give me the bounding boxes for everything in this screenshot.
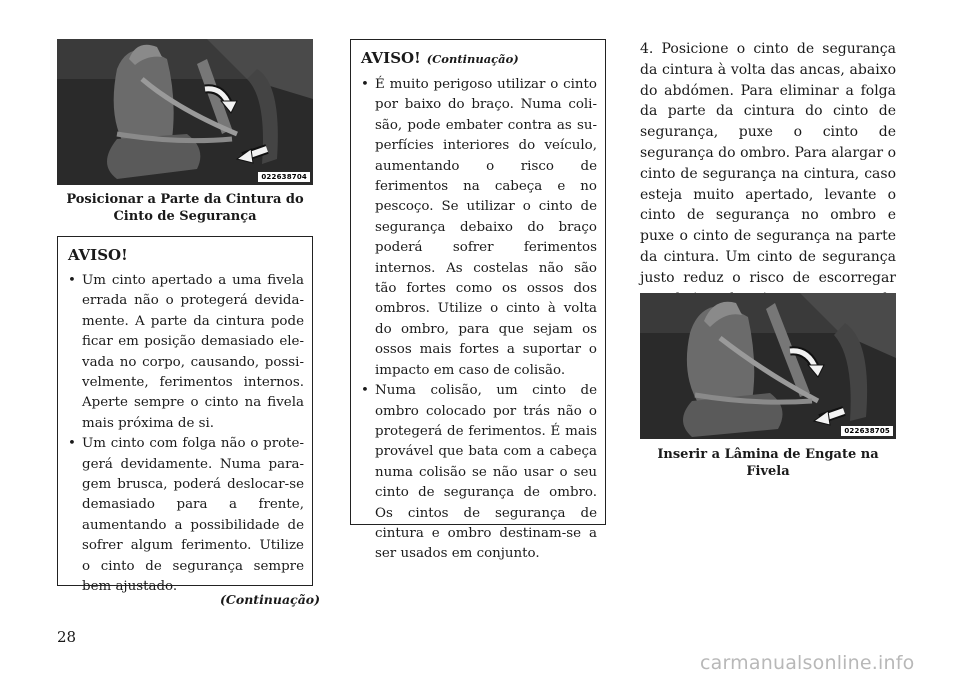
- warning-title: AVISO!: [68, 246, 128, 264]
- warning-bullet: • Numa colisão, um cinto de ombro colocado por trás não o protegerá de ferimentos. É mais provável que bata com a cabeça numa colisão se não usar o seu cinto de segurança de ombro. Os cintos de segurança de cintura e ombro destinam-se a ser usados em conjunto.: [361, 383, 597, 562]
- warning-bullet: • Um cinto com folga não o protegerá devidamente. Numa paragem brusca, poderá deslocar-se demasiado para a frente, aumentando a possibilidade de sofrer algum ferimento. Utilize o cinto de segurança sempre bem ajustado.: [68, 436, 304, 595]
- warning-bullets: [68, 271, 304, 598]
- figure-caption: Posicionar a Parte da Cintura do Cinto de Segurança: [66, 192, 304, 224]
- bullet-icon: •: [68, 436, 76, 452]
- watermark: carmanualsonline.info: [700, 652, 915, 674]
- seatbelt-lap-photo: [57, 39, 313, 185]
- warning-box-continued: [350, 39, 606, 562]
- warning-box: [57, 236, 313, 595]
- seatbelt-buckle-photo: [640, 293, 896, 439]
- figure-caption: Inserir a Lâmina de Engate na Fivela: [657, 447, 879, 479]
- continued-label: (Continuação): [220, 592, 321, 607]
- bullet-icon: •: [68, 273, 76, 288]
- warning-bullets: [361, 75, 597, 565]
- continued-label: (Continuação): [426, 52, 519, 66]
- warning-title: AVISO! (Continuação): [361, 49, 519, 67]
- figure-code: 022638705: [841, 426, 893, 436]
- bullet-icon: •: [361, 77, 369, 92]
- seat-illustration: [640, 293, 896, 439]
- figure-code: 022638704: [258, 172, 310, 182]
- warning-bullet: • Um cinto apertado a uma fivela errada não o protegerá devidamente. A parte da cintura pode ficar em posição demasiado elevada no corpo, causando, possivelmente, ferimentos internos. Aperte sempre o cinto na fivela mais próxima de si.: [68, 273, 304, 431]
- warning-bullet: • É muito perigoso utilizar o cinto por baixo do braço. Numa colisão, pode embater contra as superfícies interiores do veículo, aumentando o risco de ferimentos na cabeça e no pescoço. Se utilizar o cinto de segurança debaixo do braço poderá sofrer ferimentos internos. As costelas não são tão fortes como os ossos dos ombros. Utilize o cinto à volta do ombro, para que sejam os ossos mais fortes a suportar o impacto em caso de colisão.: [361, 77, 597, 378]
- seat-illustration: [57, 39, 313, 185]
- page-number: 28: [57, 628, 77, 646]
- bullet-icon: •: [361, 383, 369, 399]
- step-4-paragraph: 4. Posicione o cinto de segurança da cintura à volta das ancas, abaixo do abdómen. Para eliminar a folga da parte da cintura do cinto de segurança, puxe o cinto de segurança do ombro. Para alargar o cinto de segurança na cintura, caso esteja muito apertado, levante o cinto de segurança no ombro e puxe o cinto de segurança na parte da cintura. Um cinto de segurança justo reduz o risco de escorregar: [640, 41, 896, 286]
